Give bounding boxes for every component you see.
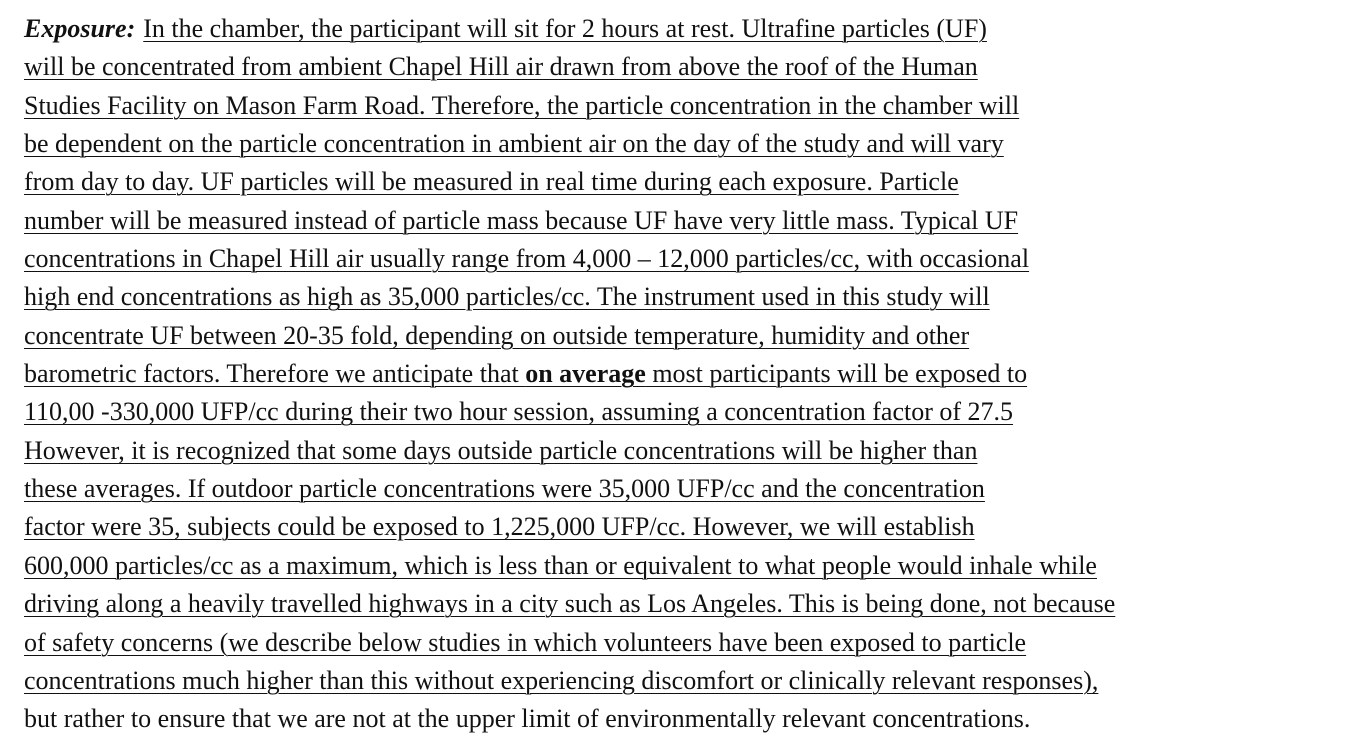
text-line bbox=[24, 628, 1334, 666]
text-line bbox=[24, 91, 1334, 129]
text-line-content: However, it is recognized that some days outside particle concentrations will be higher than bbox=[24, 435, 978, 465]
text-line-content: factor were 35, subjects could be exposed to 1,225,000 UFP/cc. However, we will establish bbox=[24, 512, 975, 542]
text-line-content: concentrations in Chapel Hill air usually range from 4,000 – 12,000 particles/cc, with occasional bbox=[24, 244, 1030, 274]
text-line bbox=[24, 206, 1334, 244]
text-line bbox=[24, 474, 1334, 512]
text-line-content: concentrations much higher than this without experiencing discomfort or clinically relevant responses), bbox=[24, 665, 1099, 695]
text-line bbox=[24, 397, 1334, 435]
text-line bbox=[24, 321, 1334, 359]
emphasis-on-average: on average bbox=[525, 359, 646, 389]
text-line-content: will be concentrated from ambient Chapel Hill air drawn from above the roof of the Human bbox=[24, 52, 978, 82]
text-line-content: barometric factors. Therefore we anticipate that bbox=[24, 359, 526, 389]
text-line-content: of safety concerns (we describe below studies in which volunteers have been exposed to particle bbox=[24, 627, 1027, 657]
text-line-content: In the chamber, the participant will sit for 2 hours at rest. Ultrafine particles (UF) bbox=[143, 14, 987, 43]
text-line-content: 600,000 particles/cc as a maximum, which is less than or equivalent to what people would inhale while bbox=[24, 550, 1097, 580]
text-line bbox=[24, 512, 1334, 550]
text-line-content: Studies Facility on Mason Farm Road. Therefore, the particle concentration in the chamber will bbox=[24, 90, 1020, 120]
text-line bbox=[24, 666, 1334, 704]
text-line bbox=[24, 129, 1334, 167]
text-line bbox=[24, 436, 1334, 474]
text-line-content: 110,00 -330,000 UFP/cc during their two hour session, assuming a concentration factor of 27.5 bbox=[24, 397, 1014, 427]
text-line bbox=[24, 359, 1334, 397]
text-line bbox=[24, 282, 1334, 320]
text-line-content: be dependent on the particle concentration in ambient air on the day of the study and will vary bbox=[24, 129, 1004, 159]
text-line bbox=[24, 589, 1334, 627]
text-line-content: but rather to ensure that we are not at the upper limit of environmentally relevant concentrations. bbox=[24, 704, 1031, 734]
exposure-paragraph bbox=[24, 14, 1334, 743]
section-heading: Exposure: bbox=[24, 14, 136, 43]
text-line bbox=[24, 14, 1334, 52]
text-line-content: concentrate UF between 20-35 fold, depending on outside temperature, humidity and other bbox=[24, 320, 970, 350]
text-line-content: most participants will be exposed to bbox=[645, 359, 1028, 389]
text-line bbox=[24, 244, 1334, 282]
text-line-content: high end concentrations as high as 35,000 particles/cc. The instrument used in this study will bbox=[24, 282, 990, 312]
text-line-content: from day to day. UF particles will be measured in real time during each exposure. Particle bbox=[24, 167, 959, 197]
text-line-content: driving along a heavily travelled highways in a city such as Los Angeles. This is being done, not because bbox=[24, 589, 1116, 619]
text-line-content: these averages. If outdoor particle concentrations were 35,000 UFP/cc and the concentration bbox=[24, 474, 985, 504]
text-line bbox=[24, 167, 1334, 205]
text-line bbox=[24, 551, 1334, 589]
text-line-content: number will be measured instead of particle mass because UF have very little mass. Typical UF bbox=[24, 205, 1019, 235]
text-line bbox=[24, 52, 1334, 90]
